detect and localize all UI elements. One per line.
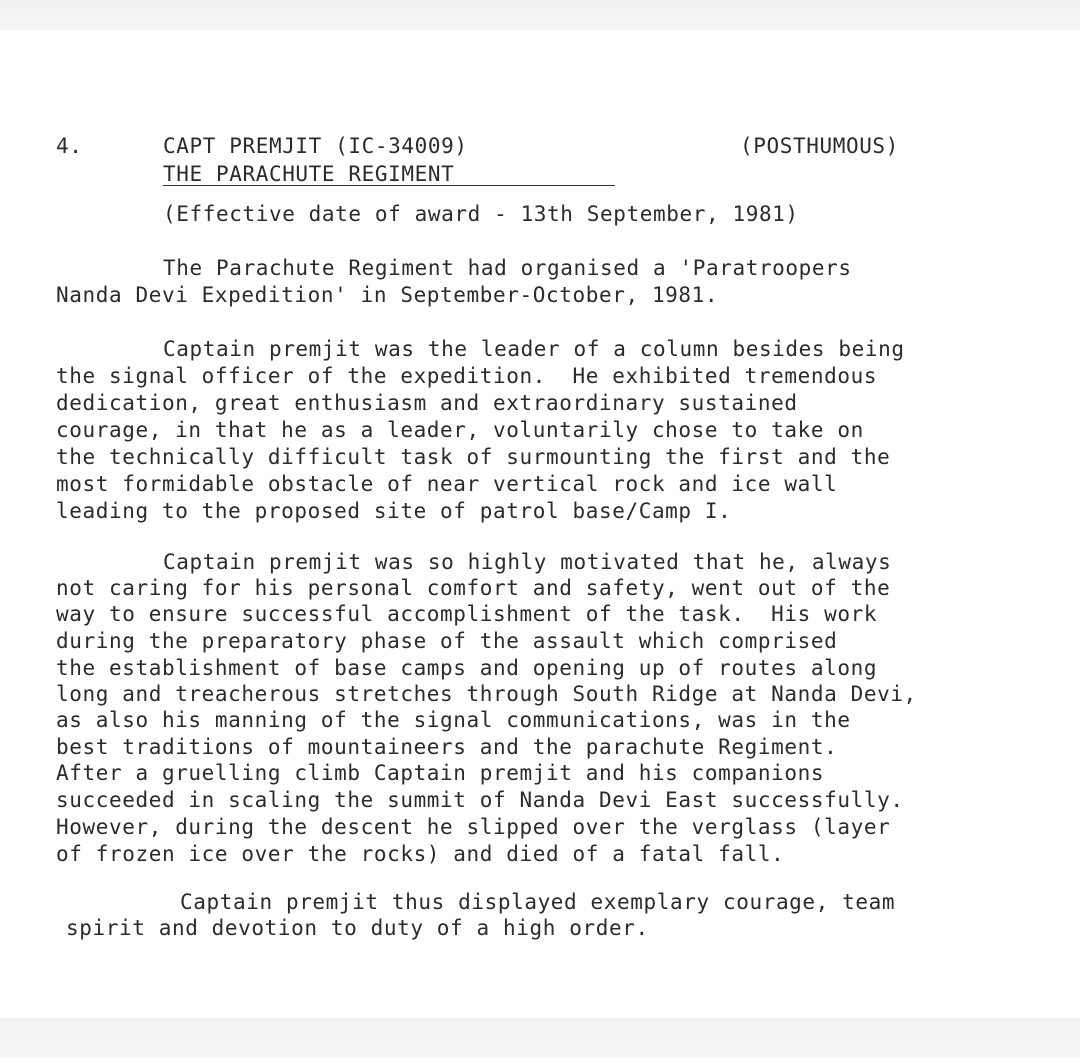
paragraph-1-line-2: Nanda Devi Expedition' in September-October, 1981. (56, 283, 719, 307)
paragraph-2-line-2: the signal officer of the expedition. He exhibited tremendous (56, 364, 878, 388)
paragraph-3-line-8: best traditions of mountaineers and the parachute Regiment. (56, 735, 838, 759)
paragraph-3-line-10: succeeded in scaling the summit of Nanda Devi East successfully. (56, 788, 904, 812)
paragraph-2-line-4: courage, in that he as a leader, voluntarily chose to take on (56, 418, 864, 442)
paragraph-3-line-7: as also his manning of the signal communications, was in the (56, 708, 851, 732)
paragraph-2-line-7: leading to the proposed site of patrol base/Camp I. (56, 499, 732, 523)
paragraph-3-line-3: way to ensure successful accomplishment of the task. His work (56, 602, 878, 626)
paragraph-3-line-6: long and treacherous stretches through South Ridge at Nanda Devi, (56, 682, 917, 706)
document-page (0, 30, 1080, 1018)
effective-date: (Effective date of award - 13th September, 1981) (163, 202, 799, 226)
title-underline (163, 185, 615, 186)
paragraph-3-line-4: during the preparatory phase of the assault which comprised (56, 629, 838, 653)
paragraph-3-line-11: However, during the descent he slipped over the verglass (layer (56, 815, 891, 839)
bottom-bar (0, 1018, 1080, 1058)
top-bar (0, 0, 1080, 30)
paragraph-3-line-9: After a gruelling climb Captain premjit and his companions (56, 761, 825, 785)
paragraph-3-line-5: the establishment of base camps and opening up of routes along (56, 656, 878, 680)
paragraph-3-line-1: Captain premjit was so highly motivated that he, always (163, 550, 892, 574)
paragraph-3-line-2: not caring for his personal comfort and safety, went out of the (56, 576, 891, 600)
paragraph-4-line-2: spirit and devotion to duty of a high order. (66, 916, 649, 940)
paragraph-3-line-12: of frozen ice over the rocks) and died of a fatal fall. (56, 842, 785, 866)
paragraph-2-line-6: most formidable obstacle of near vertical rock and ice wall (56, 472, 838, 496)
paragraph-2-line-3: dedication, great enthusiasm and extraordinary sustained (56, 391, 798, 415)
paragraph-4-line-1: Captain premjit thus displayed exemplary courage, team (180, 890, 896, 914)
posthumous-label: (POSTHUMOUS) (740, 134, 899, 158)
citation-title: CAPT PREMJIT (IC-34009) (163, 134, 468, 158)
paragraph-2-line-1: Captain premjit was the leader of a column besides being (163, 337, 905, 361)
citation-number: 4. (56, 134, 83, 158)
paragraph-1-line-1: The Parachute Regiment had organised a 'Paratroopers (163, 256, 852, 280)
citation-text (0, 30, 1080, 1018)
regiment-name: THE PARACHUTE REGIMENT (163, 162, 455, 186)
paragraph-2-line-5: the technically difficult task of surmounting the first and the (56, 445, 891, 469)
